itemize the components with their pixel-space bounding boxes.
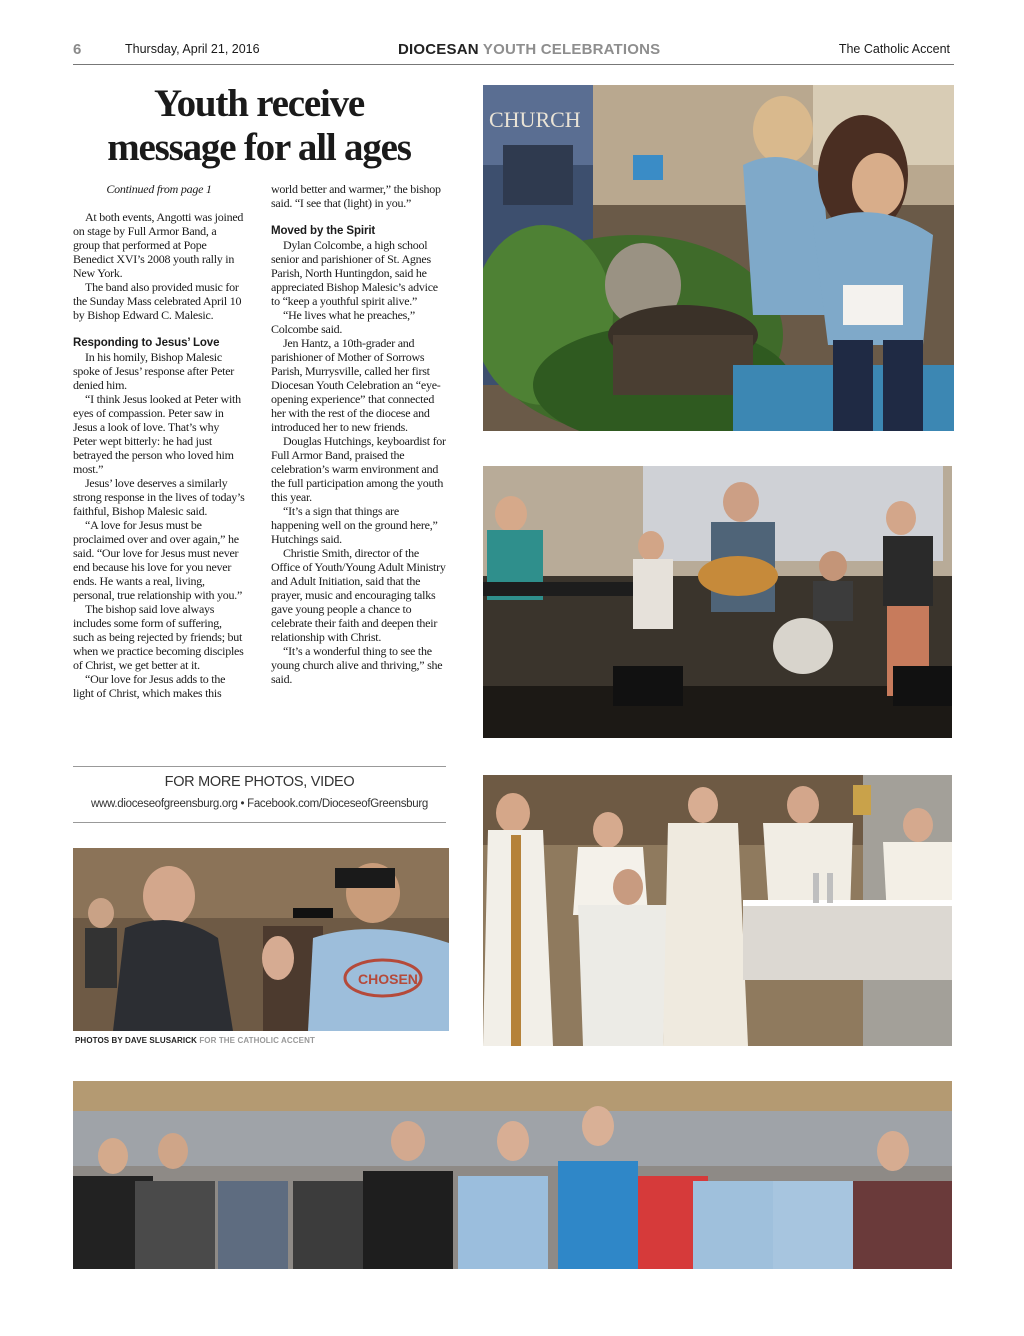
more-box-bottom-rule bbox=[73, 822, 446, 823]
shirt-text: CHOSEN bbox=[358, 971, 418, 987]
section-title-gray: YOUTH CELEBRATIONS bbox=[482, 41, 661, 58]
subhead-moved: Moved by the Spirit bbox=[271, 225, 376, 237]
paragraph: “I think Jesus looked at Peter with eyes of compassion. Peter saw in Jesus a look of love. That’s why Peter wept bitterly: he had just betrayed the person who loved him most.” bbox=[73, 392, 241, 476]
section-title bbox=[398, 41, 660, 58]
banner-text: CHURCH bbox=[489, 107, 581, 132]
paragraph: “A love for Jesus must be proclaimed over and over again,” he said. “Our love for Jesus must never end because his love for you never ends. He wants a real, living, personal, true relationship with you.” bbox=[73, 518, 243, 602]
headline-line-1: Youth receive bbox=[153, 82, 365, 125]
photo-credit-org: FOR THE CATHOLIC ACCENT bbox=[199, 1036, 315, 1045]
paragraph: Jen Hantz, a 10th-grader and parishioner of Mother of Sorrows Parish, Murrysville, called her first Diocesan Youth Celebration an “eye-opening experience” that connected her with the rest of the diocese and introduced her to new friends. bbox=[271, 336, 441, 434]
header-rule bbox=[73, 64, 954, 65]
continued-note: Continued from page 1 bbox=[106, 182, 212, 196]
paragraph: “It’s a wonderful thing to see the young church alive and thriving,” she said. bbox=[271, 644, 443, 686]
article-column-2 bbox=[271, 182, 447, 686]
page-number: 6 bbox=[73, 41, 82, 58]
issue-date: Thursday, April 21, 2016 bbox=[125, 42, 260, 56]
more-photos-title: FOR MORE PHOTOS, VIDEO bbox=[164, 774, 355, 790]
photo-water-blessing bbox=[483, 85, 954, 431]
paragraph: In his homily, Bishop Malesic spoke of Jesus’ response after Peter denied him. bbox=[73, 350, 235, 392]
photo-credit bbox=[75, 1036, 315, 1045]
paragraph: “It’s a sign that things are happening well on the ground here,” Hutchings said. bbox=[271, 504, 438, 546]
paragraph: Dylan Colcombe, a high school senior and parishioner of St. Agnes Parish, North Huntingdon, said he appreciated Bishop Malesic’s advice to “keep a youthful spirit alive.” bbox=[271, 238, 438, 308]
paragraph: Jesus’ love deserves a similarly strong response in the lives of today’s faithful, Bishop Malesic said. bbox=[73, 476, 245, 518]
photo-band bbox=[483, 466, 952, 738]
photo-mass bbox=[483, 775, 952, 1046]
article-column-1 bbox=[73, 182, 245, 700]
paragraph: The band also provided music for the Sunday Mass celebrated April 10 by Bishop Edward C. Malesic. bbox=[73, 280, 242, 322]
photo-crowd bbox=[73, 1081, 952, 1269]
paragraph: world better and warmer,” the bishop said. “I see that (light) in you.” bbox=[271, 182, 441, 210]
more-photos-links[interactable]: www.dioceseofgreensburg.org • Facebook.com/DioceseofGreensburg bbox=[90, 798, 428, 810]
paragraph: Douglas Hutchings, keyboardist for Full Armor Band, praised the celebration’s warm environment and the full participation among the youth this year. bbox=[271, 434, 446, 504]
headline bbox=[73, 82, 445, 170]
subhead-responding: Responding to Jesus’ Love bbox=[73, 337, 220, 349]
publication-name: The Catholic Accent bbox=[838, 42, 950, 56]
section-title-bold: DIOCESAN bbox=[398, 41, 479, 58]
photo-interview bbox=[73, 848, 449, 1031]
paragraph: “He lives what he preaches,” Colcombe said. bbox=[271, 308, 415, 336]
headline-line-2: message for all ages bbox=[107, 126, 411, 169]
paragraph: “Our love for Jesus adds to the light of Christ, which makes this bbox=[73, 672, 226, 700]
photo-credit-name: PHOTOS BY DAVE SLUSARICK bbox=[75, 1036, 197, 1045]
paragraph: At both events, Angotti was joined on stage by Full Armor Band, a group that performed at Pope Benedict XVI’s 2008 youth rally in New York. bbox=[73, 210, 244, 280]
paragraph: Christie Smith, director of the Office of Youth/Young Adult Ministry and Adult Initiation, said that the prayer, music and encouraging talks gave young people a chance to celebrate their faith and deepen their relationship with Christ. bbox=[271, 546, 446, 644]
more-box-top-rule bbox=[73, 766, 446, 767]
paragraph: The bishop said love always includes some form of suffering, such as being rejected by friends; but when we practice becoming disciples of Christ, we get better at it. bbox=[73, 602, 244, 672]
